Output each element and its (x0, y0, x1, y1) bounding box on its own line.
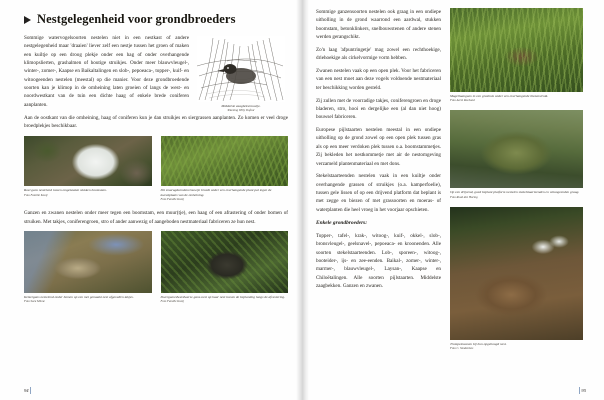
photo-item (450, 110, 583, 199)
intro-paragraph-1: Sommige watervogelsoorten nestelen niet in een nestkast of andere nestgelegenheid maar 'draaien' liever zelf een nestje tussen het groen of maken een kuiltje op een droog plekje onder een hag of onder overhangende klimopslierten, grashalmen of houtige struikjes. Onder meer blauwvleugel-, winter-, zomer-, Kaapse en Baikaltalingen en slob-, pepoeaca-, topper-, kuif- en witoogeenden nestelen (meestal) op die manier. Voor deze grondbroedende soorten kan je klimop in de omheining laten groeien of langs de west- en noordwestkant van de tuin een dichte haag of enkele brede coniferen aanplanten. (24, 35, 189, 108)
species-list: Topper-, tafel-, krak-, witoog-, kuif-, okkel-, slob-, bronsvleugel-, geelsnavel-, pepoeaca- en kroonenden. Alle soorten stekelstaarteenden. Lob-, sporeen-, witoog-, booteider-, ijs- en zee-eenden. Baikal-, zomer-, winter-, marmer-, blauwvleugel-, Laysan-, Kaapse en Chiloëtalingen. Alle soorten pijlstaarten. Middelste zaagbekken. Ganzen en zwanen. (316, 232, 441, 289)
illustration-credit: Tekening Willy Dufour (227, 108, 255, 113)
right-paragraph-1: Sommige ganzensoorten nestelen ook graag in een ondiepe uitholling in de grond waarrond een aardwal, stukken boomstam, betonklinkers, snelbouwstenen of andere stenen werden gerangschikt. (316, 9, 441, 41)
photo-caption: Magellaangans in een grasbuts onder een overhangende biezenstruik. (450, 94, 549, 98)
photo-caption: Dwergans/dwerdwarse gans-nest op haar nest tussen de beplanting langs de afrastering. (160, 295, 285, 300)
photo-item (161, 136, 289, 202)
photo-caption: Keizergans nestelend onder bomen op een met gemaakt nest afgevallen takjes. (24, 295, 134, 300)
photo-caption: Op een drijvend, goed beplant platform nestelen stekelstaarteenden en witoogeenden graag. (450, 190, 580, 195)
duck-nest-under-plant-photo (161, 136, 289, 186)
page-number-rule (30, 387, 31, 394)
right-text-column (316, 8, 441, 351)
photo-item (450, 8, 583, 103)
photo-row-1 (24, 136, 288, 202)
right-paragraph-4: Zij zullen met de voorradige takjes, coniferengroen en droge bladeren, stro, hooi en dergelijke een (al dan niet hoog) bouwsel fabriceren. (316, 97, 441, 121)
right-paragraph-3: Zwanen nestelen vaak op een open plek. Voor het fabriceren van een nest moet aan deze vogels voldoende nestmateriaal ter beschikking worden gesteld. (316, 68, 441, 91)
right-paragraph-6: Stekelstaarteenden nestelen vaak in een kuiltje onder overhangende grassen of struikjes (o.a. kamperfoelie), tussen gele lissen of op een drijvend platform dat beplant is met zegge en biezen of met grassoorten en moeras- of waterplanten die heel vroeg in het voorjaar opschieten. (316, 173, 441, 213)
intro-paragraph-2: Aan de oostkant van die omheining, haag of coniferen kun je dan struikjes en siergrassen aanplanten. Zo komen er veel droge broedplekjes beschikbaar. (24, 114, 288, 129)
white-goose-on-nest-photo (24, 136, 152, 186)
dwarf-goose-nest-photo (161, 231, 289, 293)
photo-credit: Foto Ruud den Hartog (450, 194, 478, 199)
photo-credit: Foto Aerol Rochand (450, 98, 475, 103)
illustration-caption: Middelste zaagbekvrouwtje. (221, 104, 261, 108)
mid-paragraph: Ganzen en zwanen nestelen onder meer tegen een boomstam, een muur(tje), een haag of een afrastering of onder bomen of struiken. Met takjes, coniferengroen, stro of ander aanwezig of aangeboden nestmateriaal fabriceren ze hun nest. (24, 210, 288, 225)
trumpeter-swans-nest-photo (450, 207, 583, 340)
section-heading (24, 12, 288, 27)
triangle-bullet-icon (24, 16, 31, 24)
mid-paragraph-block (24, 209, 288, 226)
intro-paragraph-2-block (24, 114, 288, 131)
photo-item (24, 136, 152, 202)
right-page (302, 0, 604, 400)
subheading-enkele-grondbroeders: Enkele grondbroeders: (316, 219, 368, 226)
photo-credit: Foto Familie Kooij (160, 197, 185, 202)
page-number-rule (579, 387, 580, 394)
left-page-number (24, 387, 31, 394)
right-paragraph-2: Zo'n laag 'afpuntringetje' mag zowel een rechthoekige, driehoekige als cirkelvormige vorm hebben. (316, 46, 441, 62)
right-paragraph-5: Europese pijlstaarten nestelen meestal in een ondiepe uitholling op de grond zowel op een open plek tussen gras als op een meer verdoken plek tussen o.a. boomstammetjes. Zij bekleden het nestkommetje met air de nestomgeving verzameld plantenmateriaal en met dons. (316, 127, 441, 167)
photo-credit: Foto C. Vandenbos (450, 345, 474, 350)
page-title: Nestgelegenheid voor grondbroeders (37, 12, 236, 26)
left-page-number-value: 94 (24, 388, 29, 393)
photo-caption: Roei gans nestelend tussen omgeknakte stukken boomstam. (24, 188, 107, 193)
mandarin-duck-tussock-photo (450, 8, 583, 92)
photo-credit: Foto Familie Kooij (24, 192, 48, 197)
right-page-number-value: 95 (581, 388, 586, 393)
photo-credit: Foto Sara Minne (24, 299, 45, 304)
photo-item (450, 207, 583, 351)
photo-credit: Foto Familie Kooij (160, 299, 185, 304)
keizergans-nest-photo (24, 231, 152, 293)
intro-block (24, 34, 288, 114)
illustration-block (197, 36, 285, 114)
floating-platform-photo (450, 110, 583, 188)
photo-item (161, 231, 289, 304)
right-photo-column (450, 8, 583, 351)
photo-row-2 (24, 231, 288, 304)
photo-caption: Dit smaragdeendenvrouwtje broedt onder een overhangende plant pal tegen de kweekplaats van de omheining. (160, 188, 272, 198)
photo-caption: Trompetzwanen bij hun opgehoogd nest. (450, 341, 507, 346)
intro-text-column (24, 34, 189, 114)
duck-in-reeds-drawing (197, 36, 285, 102)
photo-item (24, 231, 152, 304)
right-page-number (579, 387, 586, 394)
